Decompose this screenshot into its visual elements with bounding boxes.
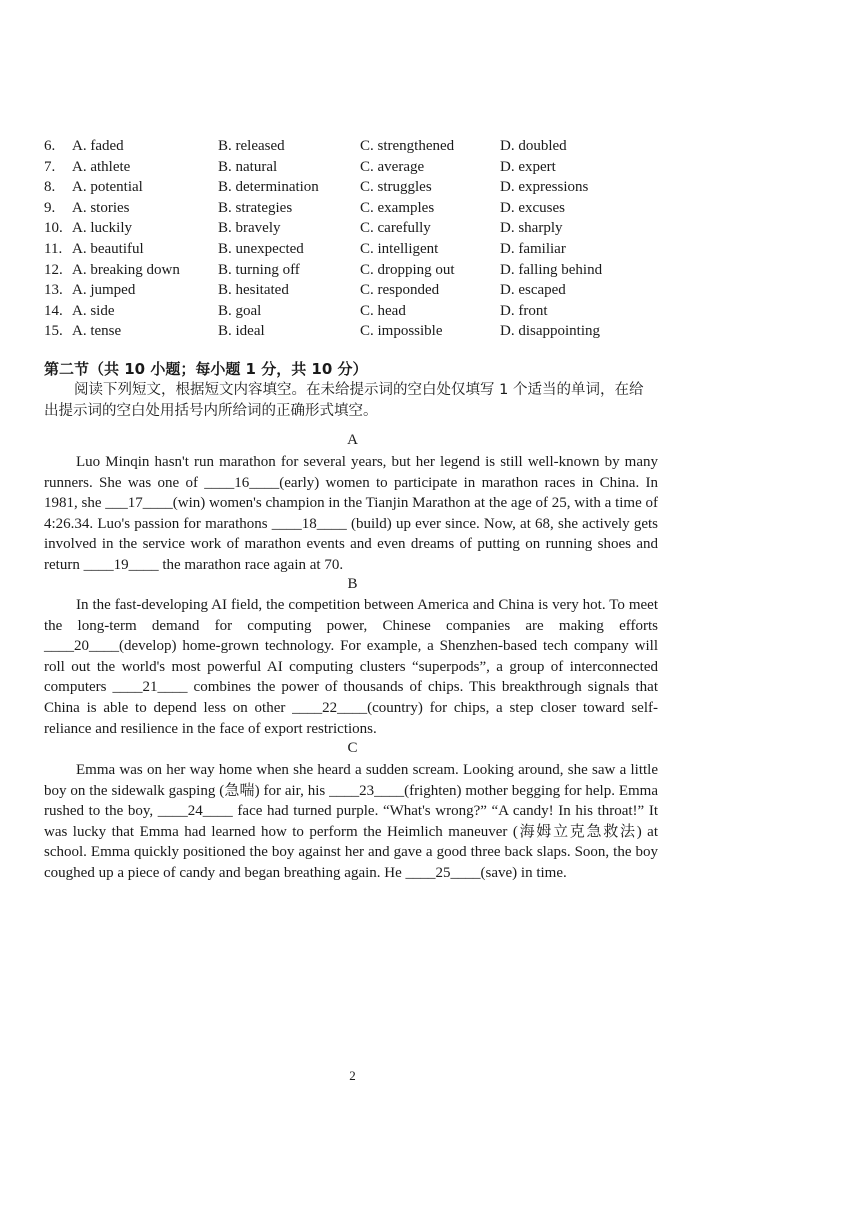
section-instructions: 阅读下列短文，根据短文内容填空。在未给提示词的空白处仅填写 1 个适当的单词，在给出提示词的空白处用括号内所给词的正确形式填空。 (44, 382, 644, 419)
option-a: A. breaking down (72, 261, 180, 278)
page-number: 2 (349, 1068, 356, 1083)
option-c: C. average (360, 158, 425, 175)
option-b: B. turning off (218, 261, 300, 278)
question-number: 7. (44, 158, 56, 175)
question-number: 14. (44, 302, 63, 319)
option-a: A. side (72, 302, 115, 319)
passage-a: Luo Minqin hasn't run marathon for several years, but her legend is still well-known by many runners. She was one of ____16____(early) women to participate in marathon races in China. In 1981, she ___17____(win) women's champion in the Tianjin Marathon at the age of 25, with a time of 4:26.34. Luo's passion for marathons ____18____ (build) up ever since. Now, at 68, she actively gets involved in the service work of marathon events and even dreams of putting on running shoes and return ____19____ the marathon race again at 70. (44, 454, 658, 573)
option-b: B. natural (218, 158, 278, 175)
option-d: D. falling behind (500, 261, 603, 278)
option-c: C. dropping out (360, 261, 455, 278)
passage-label-a: A (347, 432, 358, 448)
option-c: C. responded (360, 282, 440, 299)
option-d: D. expressions (500, 179, 589, 196)
option-d: D. sharply (500, 220, 563, 237)
option-d: D. disappointing (500, 323, 600, 340)
option-b: B. determination (218, 179, 319, 196)
option-b: B. bravely (218, 220, 281, 237)
question-number: 12. (44, 261, 63, 278)
option-a: A. tense (72, 323, 122, 340)
question-number: 8. (44, 179, 56, 196)
option-b: B. goal (218, 302, 262, 319)
option-c: C. carefully (360, 220, 431, 237)
question-row (44, 239, 664, 260)
option-a: A. stories (72, 199, 130, 216)
option-d: D. doubled (500, 138, 567, 154)
option-c: C. head (360, 302, 406, 319)
question-row (44, 218, 664, 239)
passage-label-c: C (347, 740, 358, 756)
question-row (44, 321, 664, 342)
question-row (44, 157, 664, 178)
question-row (44, 136, 664, 157)
section-title: 第二节（共 10 小题；每小题 1 分，共 10 分） (44, 360, 368, 378)
option-a: A. jumped (72, 282, 136, 299)
multiple-choice-options (44, 136, 664, 342)
option-a: A. athlete (72, 158, 131, 175)
option-d: D. escaped (500, 282, 566, 299)
question-row (44, 301, 664, 322)
option-d: D. familiar (500, 240, 566, 257)
question-row (44, 177, 664, 198)
option-c: C. strengthened (360, 138, 455, 154)
option-c: C. intelligent (360, 240, 439, 257)
option-b: B. hesitated (218, 282, 289, 299)
option-a: A. luckily (72, 220, 132, 237)
option-b: B. strategies (218, 199, 293, 216)
passage-label-b: B (347, 576, 358, 592)
question-row (44, 280, 664, 301)
option-b: B. unexpected (218, 240, 304, 257)
option-a: A. faded (72, 138, 124, 154)
option-c: C. struggles (360, 179, 432, 196)
question-number: 11. (44, 240, 63, 257)
option-d: D. front (500, 302, 548, 319)
option-c: C. examples (360, 199, 435, 216)
question-number: 15. (44, 323, 63, 340)
question-row (44, 198, 664, 219)
question-number: 10. (44, 220, 63, 237)
passage-c: Emma was on her way home when she heard a sudden scream. Looking around, she saw a little boy on the sidewalk gasping (急喘) for air, his ____23____(frighten) mother begging for help. Emma rushed to the boy, ____24____ face had turned purple. “What's wrong?” “A candy! In his throat!” It was lucky that Emma had learned how to perform the Heimlich maneuver (海姆立克急救法) at school. Emma quickly positioned the boy against her and gave a good three back slaps. Soon, the boy coughed up a piece of candy and began breathing again. He ____25____(save) in time. (44, 762, 658, 881)
option-b: B. released (218, 138, 285, 154)
question-number: 9. (44, 199, 56, 216)
option-a: A. beautiful (72, 240, 144, 257)
option-b: B. ideal (218, 323, 265, 340)
option-d: D. excuses (500, 199, 565, 216)
passage-b: In the fast-developing AI field, the competition between America and China is very hot. To meet the long-term demand for computing power, Chinese companies are making efforts ____20____(develop) home-grown technology. For example, a Shenzhen-based tech company will roll out the world's most powerful AI computing clusters “superpods”, a group of interconnected computers ____21____ combines the power of thousands of chips. This breakthrough signals that China is able to depend less on other ____22____(country) for chips, a step closer toward self-reliance and resilience in the face of export restrictions. (44, 597, 658, 737)
question-row (44, 260, 664, 281)
option-c: C. impossible (360, 323, 443, 340)
option-a: A. potential (72, 179, 143, 196)
question-number: 6. (44, 138, 56, 154)
question-number: 13. (44, 282, 63, 299)
option-d: D. expert (500, 158, 556, 175)
